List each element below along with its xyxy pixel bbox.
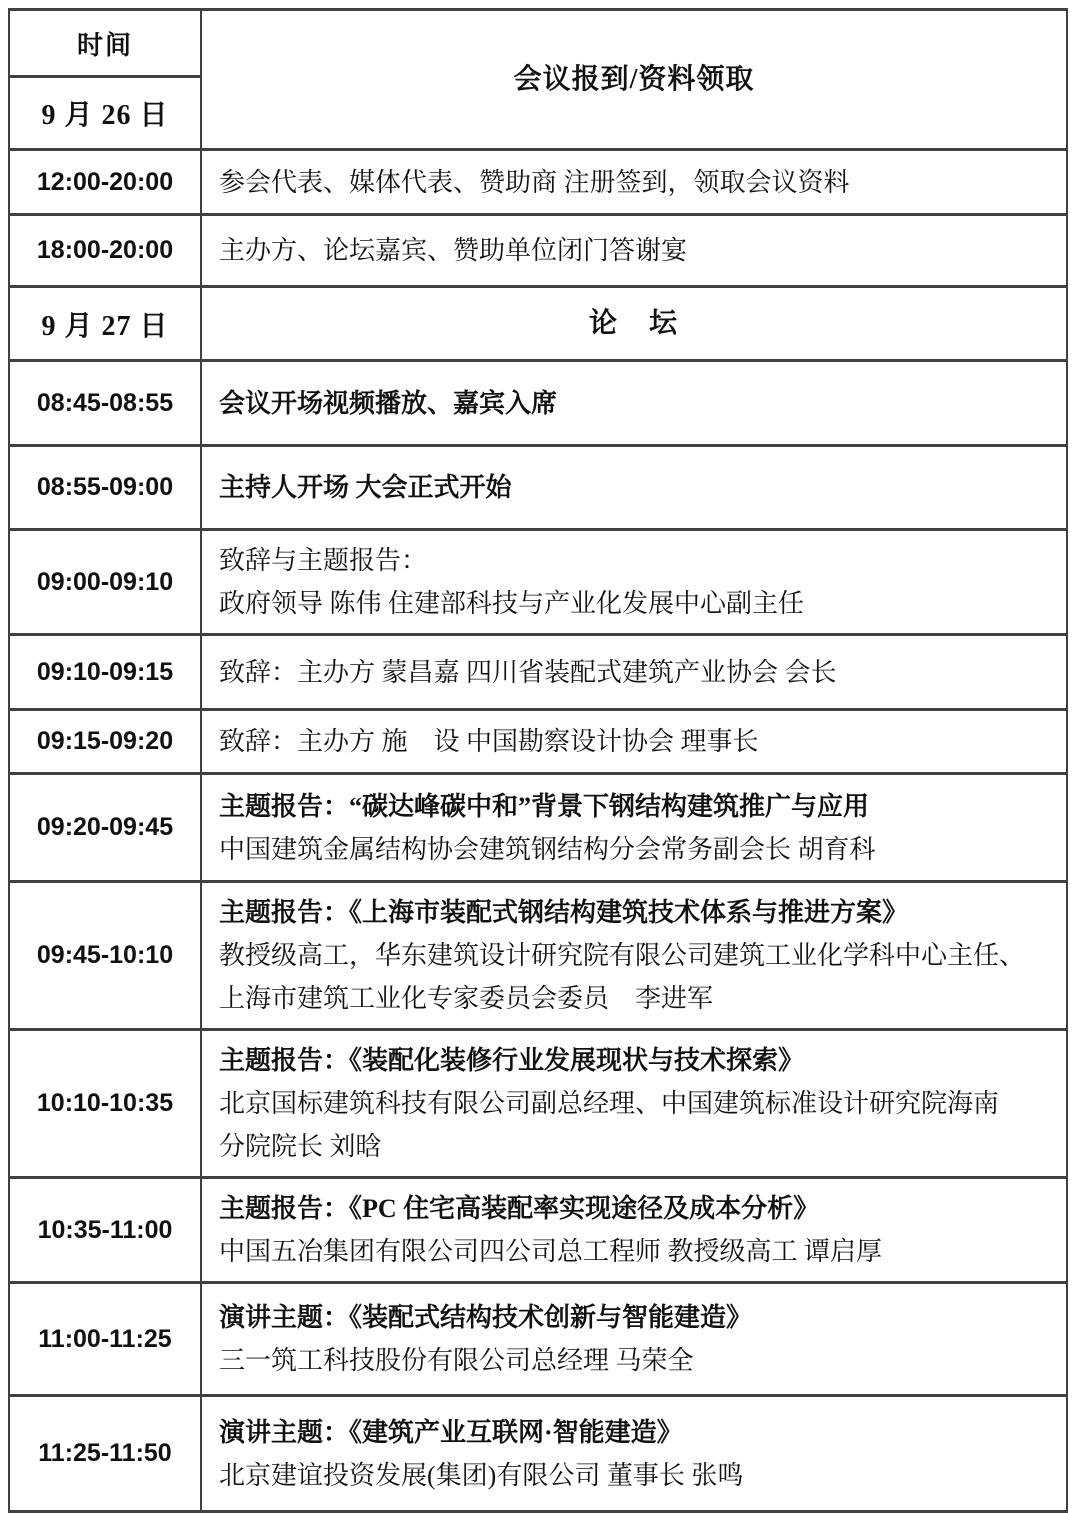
table-row bbox=[9, 1283, 1067, 1396]
time-cell: 09:15-09:20 bbox=[9, 710, 201, 774]
content-cell bbox=[201, 774, 1067, 882]
time-cell: 09:45-10:10 bbox=[9, 882, 201, 1030]
table-row bbox=[9, 530, 1067, 635]
agenda-item-title-line: 主题报告：《PC 住宅高装配率实现途径及成本分析》 bbox=[219, 1194, 820, 1223]
agenda-item-title-line: 主题报告：《上海市装配式钢结构建筑技术体系与推进方案》 bbox=[219, 898, 909, 927]
table-row bbox=[9, 1178, 1067, 1283]
agenda-item-text-line: 教授级高工，华东建筑设计研究院有限公司建筑工业化学科中心主任、 bbox=[219, 941, 1026, 970]
agenda-item-text-line: 上海市建筑工业化专家委员会委员 李进军 bbox=[219, 984, 714, 1013]
time-cell: 08:55-09:00 bbox=[9, 446, 201, 530]
content-cell bbox=[201, 1178, 1067, 1283]
section-row bbox=[9, 287, 1067, 361]
time-cell: 10:10-10:35 bbox=[9, 1030, 201, 1178]
table-row bbox=[9, 1396, 1067, 1512]
content-cell bbox=[201, 1283, 1067, 1396]
agenda-item-text-line: 致辞与主题报告： bbox=[219, 546, 428, 575]
time-cell: 09:00-09:10 bbox=[9, 530, 201, 635]
time-cell: 08:45-08:55 bbox=[9, 361, 201, 446]
table-row bbox=[9, 882, 1067, 1030]
table-row bbox=[9, 1030, 1067, 1178]
agenda-item-title-line: 演讲主题：《装配式结构技术创新与智能建造》 bbox=[219, 1303, 753, 1332]
time-header-label: 时间 bbox=[76, 29, 133, 60]
date-cell: 9 月 26 日 bbox=[9, 77, 201, 150]
time-header-cell bbox=[9, 10, 201, 77]
time-cell: 10:35-11:00 bbox=[9, 1178, 201, 1283]
agenda-item-text-line: 三一筑工科技股份有限公司总经理 马荣全 bbox=[219, 1346, 694, 1375]
time-cell: 09:10-09:15 bbox=[9, 635, 201, 710]
agenda-table-body bbox=[9, 10, 1067, 1512]
header-row bbox=[9, 10, 1067, 77]
table-row bbox=[9, 150, 1067, 215]
agenda-item-text-line: 中国建筑金属结构协会建筑钢结构分会常务副会长 胡育科 bbox=[219, 834, 876, 864]
agenda-item-title-line: 主题报告：“碳达峰碳中和”背景下钢结构建筑推广与应用 bbox=[219, 791, 870, 821]
section-title-cell bbox=[201, 287, 1067, 361]
date-cell: 9 月 27 日 bbox=[9, 287, 201, 361]
agenda-table bbox=[8, 8, 1068, 1513]
agenda-item-title-line: 会议开场视频播放、嘉宾入席 bbox=[219, 388, 558, 418]
agenda-item-text-line: 致辞：主办方 蒙昌嘉 四川省装配式建筑产业协会 会长 bbox=[219, 657, 837, 687]
table-row bbox=[9, 710, 1067, 774]
agenda-item-text-line: 致辞：主办方 施 设 中国勘察设计协会 理事长 bbox=[219, 727, 759, 756]
time-cell: 12:00-20:00 bbox=[9, 150, 201, 215]
content-cell bbox=[201, 150, 1067, 215]
time-cell: 11:25-11:50 bbox=[9, 1396, 201, 1512]
content-cell bbox=[201, 215, 1067, 287]
agenda-item-text-line: 主办方、论坛嘉宾、赞助单位闭门答谢宴 bbox=[219, 236, 688, 265]
table-row bbox=[9, 446, 1067, 530]
day1-title-cell bbox=[201, 10, 1067, 150]
content-cell bbox=[201, 635, 1067, 710]
table-row bbox=[9, 361, 1067, 446]
content-cell bbox=[201, 361, 1067, 446]
content-cell bbox=[201, 1030, 1067, 1178]
content-cell bbox=[201, 530, 1067, 635]
agenda-item-title-line: 主持人开场 大会正式开始 bbox=[219, 473, 512, 502]
content-cell bbox=[201, 446, 1067, 530]
day1-title: 会议报到/资料领取 bbox=[513, 64, 755, 95]
content-cell bbox=[201, 710, 1067, 774]
content-cell bbox=[201, 882, 1067, 1030]
agenda-item-title-line: 主题报告：《装配化装修行业发展现状与技术探索》 bbox=[219, 1046, 805, 1075]
table-row bbox=[9, 635, 1067, 710]
agenda-item-text-line: 参会代表、媒体代表、赞助商 注册签到，领取会议资料 bbox=[219, 167, 850, 197]
agenda-item-text-line: 政府领导 陈伟 住建部科技与产业化发展中心副主任 bbox=[219, 589, 805, 618]
time-cell: 09:20-09:45 bbox=[9, 774, 201, 882]
content-cell bbox=[201, 1396, 1067, 1512]
agenda-item-text-line: 分院院长 刘晗 bbox=[219, 1132, 382, 1161]
agenda-item-text-line: 北京国标建筑科技有限公司副总经理、中国建筑标准设计研究院海南 bbox=[219, 1089, 1000, 1118]
agenda-item-text-line: 中国五冶集团有限公司四公司总工程师 教授级高工 谭启厚 bbox=[219, 1237, 883, 1266]
section-title: 论 坛 bbox=[588, 308, 679, 339]
agenda-item-title-line: 演讲主题：《建筑产业互联网·智能建造》 bbox=[219, 1417, 683, 1447]
time-cell: 11:00-11:25 bbox=[9, 1283, 201, 1396]
time-cell: 18:00-20:00 bbox=[9, 215, 201, 287]
table-row bbox=[9, 774, 1067, 882]
agenda-item-text-line: 北京建谊投资发展(集团)有限公司 董事长 张鸣 bbox=[219, 1460, 744, 1490]
table-row bbox=[9, 215, 1067, 287]
